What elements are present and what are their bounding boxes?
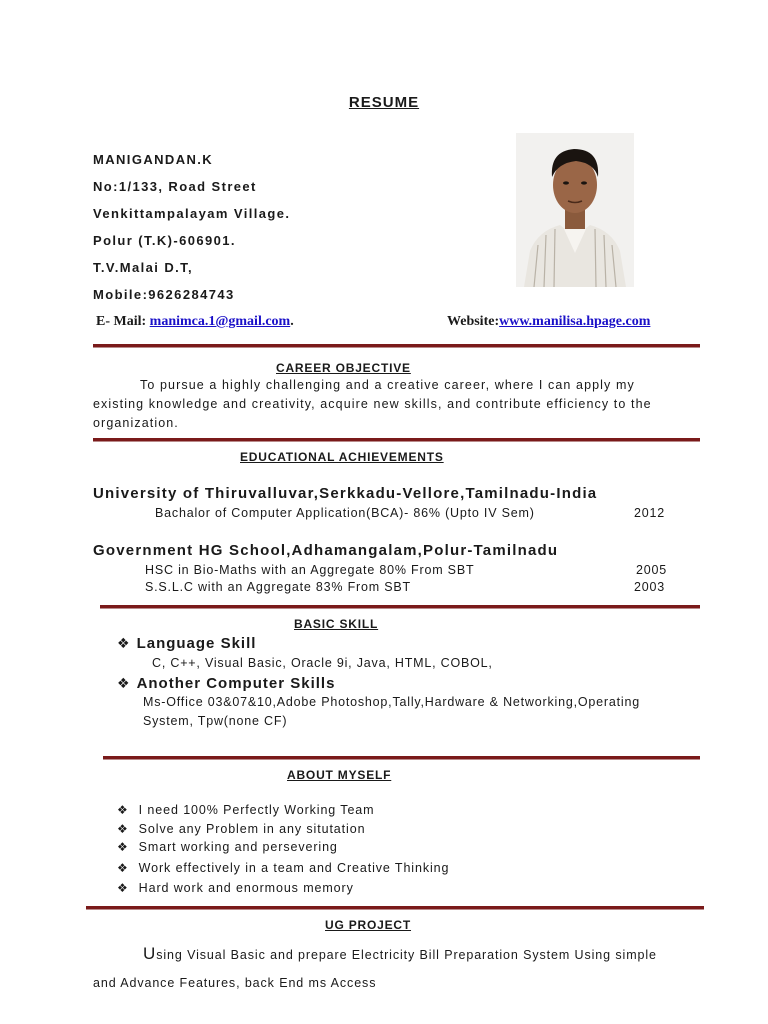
diamond-bullet-icon: ❖ bbox=[117, 861, 129, 875]
diamond-bullet-icon: ❖ bbox=[117, 803, 129, 817]
address-line: Venkittampalayam Village. bbox=[93, 206, 291, 221]
language-skill-label: Language Skill bbox=[136, 635, 257, 652]
computer-skills-line: Ms-Office 03&07&10,Adobe Photoshop,Tally,Hardware & Networking,Operating bbox=[143, 695, 640, 709]
about-myself-heading: ABOUT MYSELF bbox=[287, 768, 392, 782]
sslc-year: 2003 bbox=[634, 580, 666, 594]
computer-skills-heading bbox=[117, 675, 335, 692]
career-objective-heading: CAREER OBJECTIVE bbox=[276, 361, 411, 375]
sslc-detail: S.S.L.C with an Aggregate 83% From SBT bbox=[145, 580, 411, 594]
address-line: No:1/133, Road Street bbox=[93, 179, 257, 194]
section-divider bbox=[93, 438, 700, 442]
email-label: E- Mail: bbox=[96, 314, 150, 329]
about-item bbox=[117, 822, 365, 836]
language-skill-heading bbox=[117, 635, 256, 652]
project-text: sing Visual Basic and prepare Electricity Bill Preparation System Using simple bbox=[156, 948, 657, 962]
section-divider bbox=[103, 756, 700, 760]
email-line bbox=[96, 314, 294, 330]
hsc-year: 2005 bbox=[636, 563, 668, 577]
resume-title: RESUME bbox=[348, 94, 420, 111]
project-description-line bbox=[143, 944, 657, 964]
person-photo bbox=[516, 133, 634, 287]
hsc-detail: HSC in Bio-Maths with an Aggregate 80% From SBT bbox=[145, 563, 475, 577]
section-divider bbox=[100, 605, 700, 609]
about-item bbox=[117, 861, 449, 875]
email-link[interactable]: manimca.1@gmail.com bbox=[149, 314, 291, 329]
degree-year: 2012 bbox=[634, 506, 666, 520]
diamond-bullet-icon: ❖ bbox=[117, 675, 131, 691]
career-objective-line: organization. bbox=[93, 416, 179, 430]
diamond-bullet-icon: ❖ bbox=[117, 822, 129, 836]
about-item-text: Smart working and persevering bbox=[138, 840, 338, 854]
school-name: Government HG School,Adhamangalam,Polur-Tamilnadu bbox=[93, 542, 559, 559]
university-name: University of Thiruvalluvar,Serkkadu-Vellore,Tamilnadu-India bbox=[93, 485, 598, 502]
ug-project-heading: UG PROJECT bbox=[325, 918, 412, 932]
address-line: T.V.Malai D.T, bbox=[93, 260, 194, 275]
section-divider bbox=[86, 906, 704, 910]
degree-detail: Bachalor of Computer Application(BCA)- 86% (Upto IV Sem) bbox=[155, 506, 535, 520]
project-dropcap: U bbox=[143, 944, 157, 963]
website-label: Website: bbox=[447, 314, 500, 329]
basic-skill-heading: BASIC SKILL bbox=[294, 617, 379, 631]
section-divider bbox=[93, 344, 700, 348]
diamond-bullet-icon: ❖ bbox=[117, 840, 129, 854]
computer-skills-label: Another Computer Skills bbox=[136, 675, 336, 692]
language-skill-list: C, C++, Visual Basic, Oracle 9i, Java, HTML, COBOL, bbox=[152, 656, 493, 670]
about-item-text: Hard work and enormous memory bbox=[138, 881, 354, 895]
mobile-number: Mobile:9626284743 bbox=[93, 287, 235, 302]
website-line bbox=[447, 314, 650, 330]
about-item-text: I need 100% Perfectly Working Team bbox=[138, 803, 375, 817]
address-line: Polur (T.K)-606901. bbox=[93, 233, 236, 248]
website-link[interactable]: www.manilisa.hpage.com bbox=[499, 314, 651, 329]
about-item bbox=[117, 840, 338, 854]
email-suffix: . bbox=[290, 314, 294, 329]
computer-skills-line: System, Tpw(none CF) bbox=[143, 714, 288, 728]
candidate-name: MANIGANDAN.K bbox=[93, 152, 214, 167]
about-item bbox=[117, 803, 374, 817]
diamond-bullet-icon: ❖ bbox=[117, 881, 129, 895]
diamond-bullet-icon: ❖ bbox=[117, 635, 131, 651]
about-item-text: Work effectively in a team and Creative Thinking bbox=[138, 861, 450, 875]
about-item-text: Solve any Problem in any situtation bbox=[138, 822, 366, 836]
about-item bbox=[117, 881, 354, 895]
project-description-line: and Advance Features, back End ms Access bbox=[93, 976, 377, 990]
education-heading: EDUCATIONAL ACHIEVEMENTS bbox=[240, 450, 444, 464]
career-objective-line: existing knowledge and creativity, acquire new skills, and contribute efficiency to the bbox=[93, 397, 652, 411]
career-objective-line: To pursue a highly challenging and a creative career, where I can apply my bbox=[140, 378, 635, 392]
